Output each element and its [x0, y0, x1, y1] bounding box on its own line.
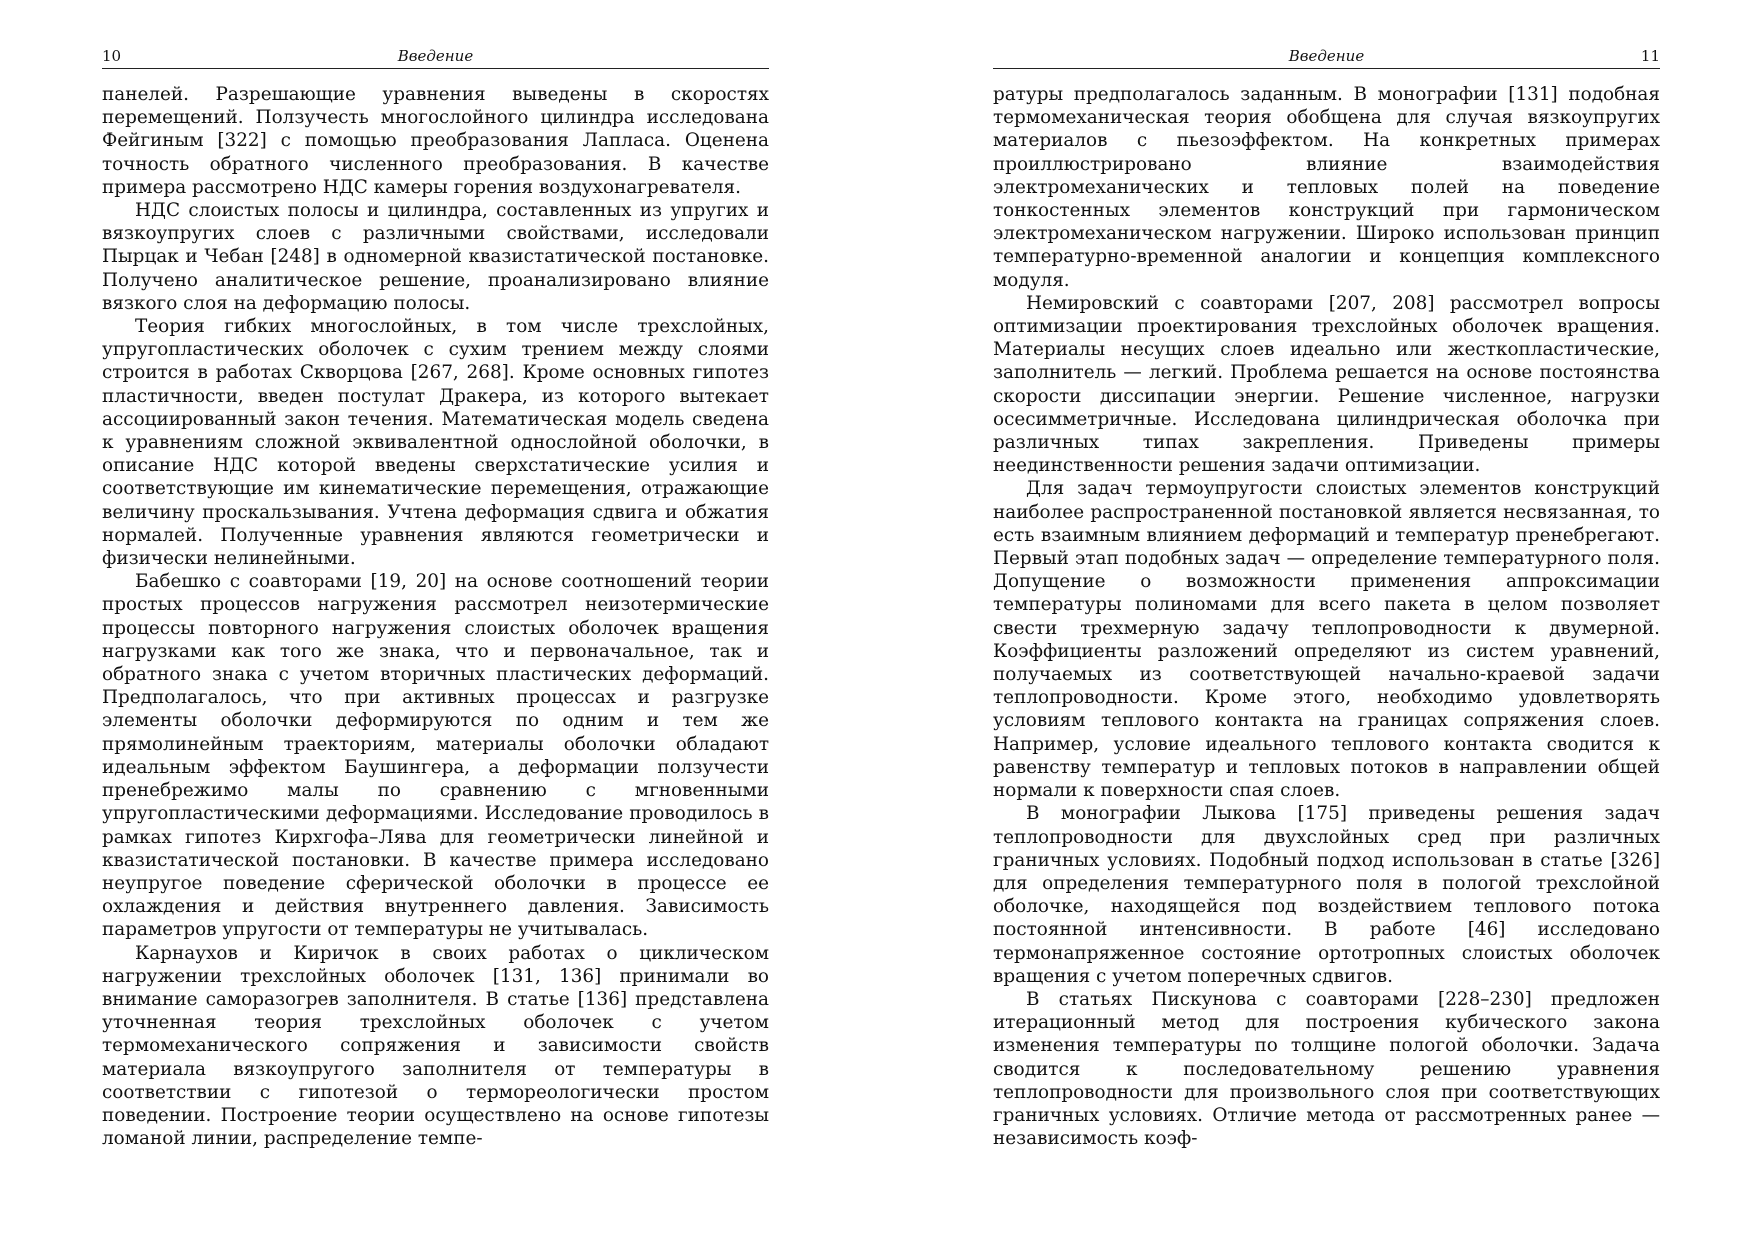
- left-body-text: [102, 83, 769, 1150]
- right-paragraph-2: Немировский с соавторами [207, 208] рассмотрел вопросы оптимизации проектирования трехслойных оболочек вращения. Материалы несущих слоев идеально или жесткопластические, заполнитель — легкий. Проблема решается на основе постоянства скорости диссипации энергии. Решение численное, нагрузки осесимметричные. Исследована цилиндрическая оболочка при различных типах закрепления. Приведены примеры неединственности решения задачи оптимизации.: [993, 292, 1660, 477]
- left-paragraph-1: панелей. Разрешающие уравнения выведены в скоростях перемещений. Ползучесть многослойного цилиндра исследована Фейгиным [322] с помощью преобразования Лапласа. Оценена точность обратного численного преобразования. В качестве примера рассмотрено НДС камеры горения воздухонагревателя.: [102, 84, 769, 198]
- left-running-title: Введение: [397, 47, 474, 65]
- left-running-head: [102, 46, 769, 69]
- right-body-text: [993, 83, 1660, 1150]
- left-paragraph-3: Теория гибких многослойных, в том числе трехслойных, упругопластических оболочек с сухим трением между слоями строится в работах Скворцова [267, 268]. Кроме основных гипотез пластичности, введен постулат Дракера, из которого вытекает ассоциированный закон течения. Математическая модель сведена к уравнениям сложной эквивалентной однослойной оболочки, в описание НДС которой введены сверхстатические усилия и соответствующие им кинематические перемещения, отражающие величину проскальзывания. Учтена деформация сдвига и обжатия нормалей. Полученные уравнения являются геометрически и физически нелинейными.: [102, 316, 769, 570]
- left-page-number: 10: [102, 47, 122, 65]
- left-paragraph-2: НДС слоистых полосы и цилиндра, составленных из упругих и вязкоупругих слоев с различными свойствами, исследовали Пырцак и Чебан [248] в одномерной квазистатической постановке. Получено аналитическое решение, проанализировано влияние вязкого слоя на деформацию полосы.: [102, 200, 769, 314]
- left-paragraph-4: Бабешко с соавторами [19, 20] на основе соотношений теории простых процессов нагружения рассмотрел неизотермические процессы повторного нагружения слоистых оболочек вращения нагрузками как того же знака, что и первоначальное, так и обратного знака с учетом вторичных пластических деформаций. Предполагалось, что при активных процессах и разгрузке элементы оболочки деформируются по одним и тем же прямолинейным траекториям, материалы оболочки обладают идеальным эффектом Баушингера, а деформации ползучести пренебрежимо малы по сравнению с мгновенными упругопластическими деформациями. Исследование проводилось в рамках гипотез Кирхгофа–Лява для геометрически линейной и квазистатической постановки. В качестве примера исследовано неупругое поведение сферической оболочки в процессе ее охлаждения и действия внутреннего давления. Зависимость параметров упругости от температуры не учитывалась.: [102, 571, 769, 941]
- right-page: [993, 46, 1660, 1150]
- right-running-head: [993, 46, 1660, 69]
- right-paragraph-3: Для задач термоупругости слоистых элементов конструкций наиболее распространенной постановкой является несвязанная, то есть взаимным влиянием деформаций и температур пренебрегают. Первый этап подобных задач — определение температурного поля. Допущение о возможности применения аппроксимации температуры полиномами для всего пакета в целом позволяет свести трехмерную задачу теплопроводности к двумерной. Коэффициенты разложений определяют из систем уравнений, получаемых из соответствующей начально-краевой задачи теплопроводности. Кроме этого, необходимо удовлетворять условиям теплового контакта на границах сопряжения слоев. Например, условие идеального теплового контакта сводится к равенству температур и тепловых потоков в направлении общей нормали к поверхности спая слоев.: [993, 478, 1660, 802]
- left-page: [102, 46, 769, 1150]
- right-paragraph-4: В монографии Лыкова [175] приведены решения задач теплопроводности для двухслойных сред при различных граничных условиях. Подобный подход использован в статье [326] для определения температурного поля в пологой трехслойной оболочке, находящейся под воздействием теплового потока постоянной интенсивности. В работе [46] исследовано термонапряженное состояние ортотропных слоистых оболочек вращения с учетом поперечных сдвигов.: [993, 803, 1660, 987]
- right-running-title: Введение: [1288, 47, 1365, 65]
- left-paragraph-5: Карнаухов и Киричок в своих работах о циклическом нагружении трехслойных оболочек [131, 136] принимали во внимание саморазогрев заполнителя. В статье [136] представлена уточненная теория трехслойных оболочек с учетом термомеханического сопряжения и зависимости свойств материала вязкоупругого заполнителя от температуры в соответствии с гипотезой о термореологически простом поведении. Построение теории осуществлено на основе гипотезы ломаной линии, распределение темпе-: [102, 942, 769, 1150]
- right-paragraph-1: ратуры предполагалось заданным. В монографии [131] подобная термомеханическая теория обобщена для случая вязкоупругих материалов с пьезоэффектом. На конкретных примерах проиллюстрировано влияние взаимодействия электромеханических и тепловых полей на поведение тонкостенных элементов конструкций при гармоническом электромеханическом нагружении. Широко использован принцип температурно-временной аналогии и концепция комплексного модуля.: [993, 84, 1660, 291]
- right-paragraph-5: В статьях Пискунова с соавторами [228–230] предложен итерационный метод для построения кубического закона изменения температуры по толщине пологой оболочки. Задача сводится к последовательному решению уравнения теплопроводности для произвольного слоя при соответствующих граничных условиях. Отличие метода от рассмотренных ранее — независимость коэф-: [993, 988, 1660, 1150]
- right-page-number: 11: [1640, 47, 1660, 65]
